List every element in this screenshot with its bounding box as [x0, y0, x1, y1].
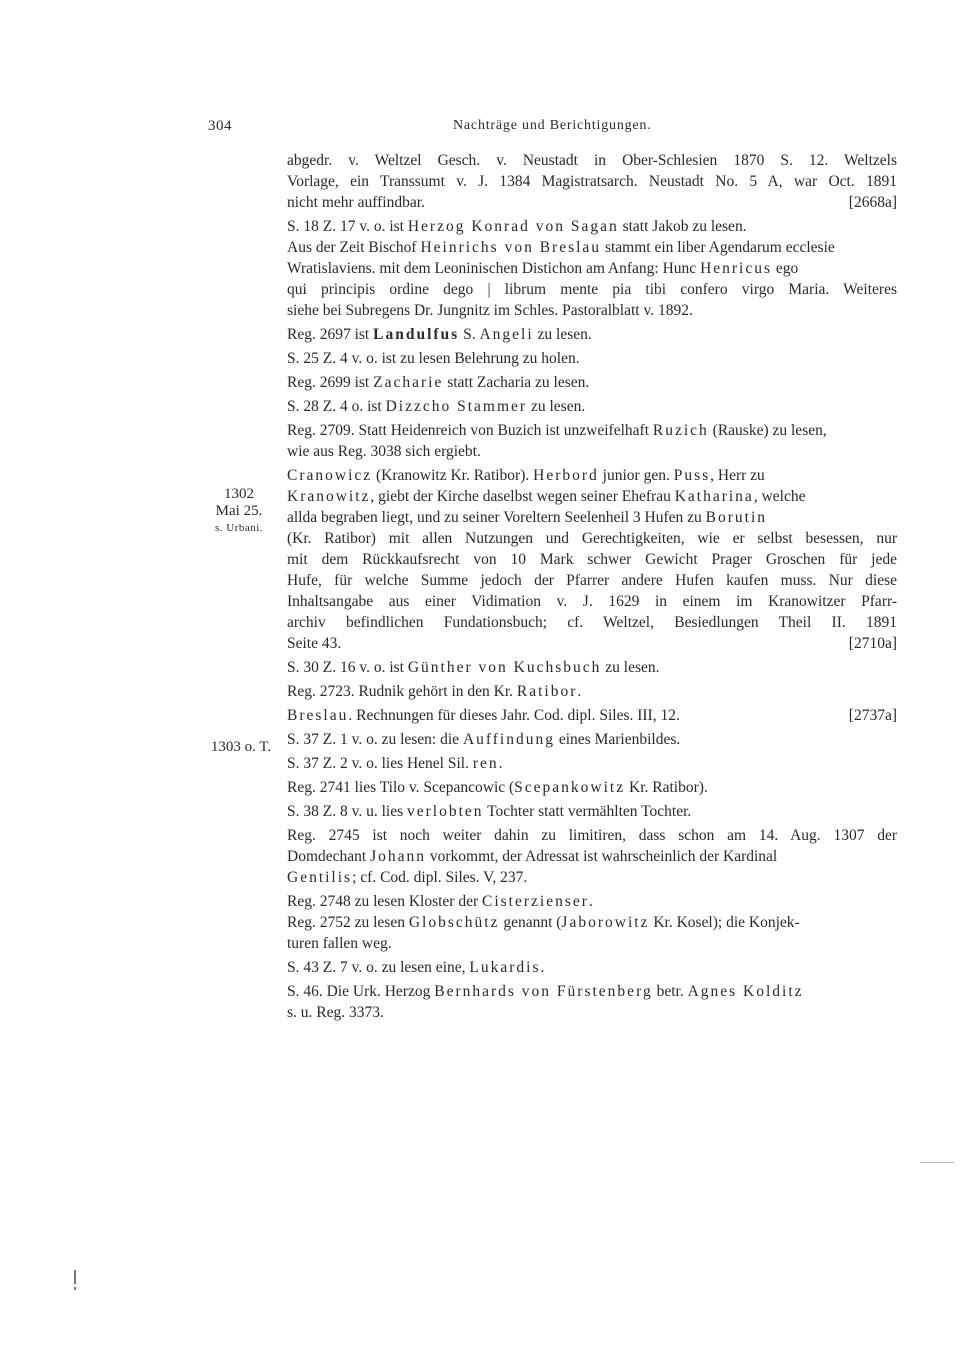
spaced-name: Heinrichs von Breslau — [420, 239, 602, 256]
text-span: Reg. 2741 lies Tilo v. Scepancowic ( — [287, 779, 515, 796]
text-line: Vorlage, ein Transsumt v. J. 1384 Magistratsarch. Neustadt No. 5 A, war Oct. 1891 — [287, 173, 897, 190]
margin-note-1302 — [200, 486, 278, 537]
text-span: allda begraben liegt, und zu seiner Voreltern Seelenheil 3 Hufen zu — [287, 509, 706, 526]
spaced-name: Henricus — [700, 260, 773, 277]
text-span: . — [498, 755, 503, 772]
scan-mark — [74, 1270, 76, 1284]
text-span: S. 38 Z. 8 v. u. lies — [287, 803, 407, 820]
spaced-name: Jaborowitz — [561, 914, 650, 931]
text-span: Reg. 2723. Rudnik gehört in den Kr. — [287, 683, 517, 700]
text-span: S. 46. Die Urk. Herzog — [287, 983, 435, 1000]
text-span: eines Marienbildes. — [554, 731, 681, 748]
text-line — [287, 867, 897, 888]
text-span: S. 28 Z. 4 o. ist — [287, 398, 386, 415]
spaced-name: verlobten — [406, 803, 484, 820]
text-span: Aus der Zeit Bischof — [287, 239, 421, 256]
text-line — [287, 258, 897, 279]
spaced-name: Globschütz — [408, 914, 500, 931]
text-line — [287, 753, 897, 774]
spaced-name: Cisterzienser — [482, 893, 589, 910]
regest-reference: [2737a] — [848, 707, 897, 724]
text-span: Kr. Ratibor). — [625, 779, 708, 796]
spaced-name: Herzog Konrad von Sagan — [407, 218, 619, 235]
margin-note-text: 1303 o. T. — [210, 739, 272, 755]
text-span: S. 43 Z. 7 v. o. zu lesen eine, — [287, 959, 470, 976]
spaced-name: Katharina — [674, 488, 754, 505]
text-line — [287, 777, 897, 798]
text-line: Inhaltsangabe aus einer Vidimation v. J. 1629 in einem im Kranowitzer Pfarr- — [287, 593, 897, 610]
text-span: stammt ein liber Agendarum ecclesie — [601, 239, 835, 256]
text-span: , giebt der Kirche daselbst wegen seiner Ehefrau — [370, 488, 675, 505]
text-line — [287, 237, 897, 258]
text-line — [287, 981, 897, 1002]
main-text — [287, 150, 897, 1023]
text-span: statt Zacharia zu lesen. — [443, 374, 590, 391]
text-span: Kr. Kosel); die Konjek- — [649, 914, 800, 931]
text-line: wie aus Reg. 3038 sich ergiebt. — [287, 443, 481, 460]
text-line — [287, 216, 897, 237]
spaced-name: Landulfus — [373, 326, 460, 343]
spaced-name: Zacharie — [373, 374, 444, 391]
text-span: S. 30 Z. 16 v. o. ist — [287, 659, 408, 676]
text-span: genannt ( — [499, 914, 562, 931]
text-line — [287, 957, 897, 978]
text-span: statt Jakob zu lesen. — [618, 218, 747, 235]
spaced-name: Breslau — [287, 707, 349, 724]
spaced-name: Scepankowitz — [514, 779, 626, 796]
text-line: s. u. Reg. 3373. — [287, 1004, 384, 1021]
text-line: mit dem Rückkaufsrecht von 10 Mark schwer Gewicht Prager Groschen für jede — [287, 551, 897, 568]
spaced-name: Herbord — [533, 467, 599, 484]
spaced-name: Kranowitz — [287, 488, 371, 505]
text-span: zu lesen. — [527, 398, 586, 415]
text-line — [287, 396, 897, 417]
text-line — [287, 507, 897, 528]
text-line — [287, 657, 897, 678]
text-line — [287, 486, 897, 507]
text-line — [287, 681, 897, 702]
text-line — [287, 912, 897, 933]
text-line: turen fallen weg. — [287, 935, 392, 952]
spaced-name: Günther von Kuchsbuch — [407, 659, 602, 676]
text-span: nicht mehr auffindbar. — [287, 194, 425, 211]
text-line — [287, 420, 897, 441]
text-line — [287, 324, 897, 345]
text-line — [287, 633, 897, 654]
text-span: Reg. 2748 zu lesen Kloster der — [287, 893, 482, 910]
text-line: Reg. 2745 ist noch weiter dahin zu limitiren, dass schon am 14. Aug. 1307 der — [287, 827, 897, 844]
text-span: S. 37 Z. 2 v. o. lies Henel Sil. — [287, 755, 473, 772]
text-span: zu lesen. — [533, 326, 592, 343]
text-line: S. 25 Z. 4 v. o. ist zu lesen Belehrung zu holen. — [287, 350, 580, 367]
text-line — [287, 801, 897, 822]
spaced-name: Dizzcho Stammer — [385, 398, 528, 415]
spaced-name: Borutin — [705, 509, 768, 526]
text-line: Hufe, für welche Summe jedoch der Pfarrer andere Hufen kaufen muss. Nur diese — [287, 572, 897, 589]
text-span: S. 37 Z. 1 v. o. zu lesen: die — [287, 731, 463, 748]
text-span: (Kranowitz Kr. Ratibor). — [372, 467, 534, 484]
spaced-name: Puss — [673, 467, 711, 484]
spaced-name: Ratibor — [516, 683, 578, 700]
text-span: Reg. 2699 ist — [287, 374, 374, 391]
text-line — [287, 465, 897, 486]
spaced-name: Auffindung — [462, 731, 555, 748]
text-line — [287, 729, 897, 750]
text-line — [287, 192, 897, 213]
text-line: abgedr. v. Weltzel Gesch. v. Neustadt in Ober-Schlesien 1870 S. 12. Weltzels — [287, 152, 897, 169]
text-line — [287, 705, 897, 726]
text-span: junior gen. — [598, 467, 674, 484]
text-span: S. — [459, 326, 480, 343]
text-span: betr. — [652, 983, 688, 1000]
text-span: Wratislaviens. mit dem Leoninischen Distichon am Anfang: Hunc — [287, 260, 701, 277]
regest-reference: [2668a] — [848, 194, 897, 211]
spaced-name: Cranowicz — [287, 467, 373, 484]
running-title: Nachträge und Berichtigungen. — [453, 118, 652, 133]
text-line — [287, 846, 897, 867]
text-line: siehe bei Subregens Dr. Jungnitz im Schles. Pastoralblatt v. 1892. — [287, 302, 693, 319]
spaced-name: Gentilis — [287, 869, 353, 886]
text-line: archiv befindlichen Fundationsbuch; cf. Weltzel, Besiedlungen Theil II. 1891 — [287, 614, 897, 631]
spaced-name: Lukardis — [469, 959, 541, 976]
text-span: . — [577, 683, 582, 700]
margin-note-1303 — [196, 739, 286, 756]
regest-reference: [2710a] — [848, 635, 897, 652]
text-span: Reg. 2752 zu lesen — [287, 914, 409, 931]
text-span: S. 18 Z. 17 v. o. ist — [287, 218, 408, 235]
text-span: ego — [772, 260, 799, 277]
spaced-name: ren — [472, 755, 499, 772]
spaced-name: Bernhards von Fürstenberg — [434, 983, 653, 1000]
text-line: qui principis ordine dego | librum mente pia tibi confero virgo Maria. Weiteres — [287, 281, 897, 298]
text-line: (Kr. Ratibor) mit allen Nutzungen und Gerechtigkeiten, wie er selbst besessen, nur — [287, 530, 897, 547]
text-span: zu lesen. — [601, 659, 660, 676]
margin-note-date: Mai 25. — [215, 503, 263, 519]
scan-mark — [74, 1287, 76, 1290]
text-span: ; cf. Cod. dipl. Siles. V, 237. — [352, 869, 528, 886]
text-span: , welche — [753, 488, 806, 505]
scan-mark — [920, 1162, 954, 1163]
spaced-name: Agnes Kolditz — [687, 983, 804, 1000]
text-line — [287, 891, 897, 912]
spaced-name: Ruzich — [652, 422, 709, 439]
text-span: Seite 43. — [287, 635, 342, 652]
spaced-name: Angeli — [479, 326, 534, 343]
text-span: (Rauske) zu lesen, — [708, 422, 827, 439]
text-span: Reg. 2697 ist — [287, 326, 374, 343]
text-span: , Herr zu — [710, 467, 765, 484]
text-span: . Rechnungen für dieses Jahr. Cod. dipl. Siles. III, 12. — [348, 707, 680, 724]
margin-note-saint: s. Urbani. — [214, 522, 264, 534]
margin-note-number: 1302 — [224, 486, 254, 502]
text-span: Tochter statt vermählten Tochter. — [483, 803, 692, 820]
text-line — [287, 372, 897, 393]
page-header — [208, 118, 898, 142]
text-span: vorkommt, der Adressat ist wahrscheinlich der Kardinal — [426, 848, 778, 865]
text-span: . — [588, 893, 593, 910]
text-span: . — [540, 959, 545, 976]
text-span: Domdechant — [287, 848, 371, 865]
text-span: Reg. 2709. Statt Heidenreich von Buzich ist unzweifelhaft — [287, 422, 653, 439]
page-number: 304 — [208, 118, 232, 134]
spaced-name: Johann — [370, 848, 426, 865]
